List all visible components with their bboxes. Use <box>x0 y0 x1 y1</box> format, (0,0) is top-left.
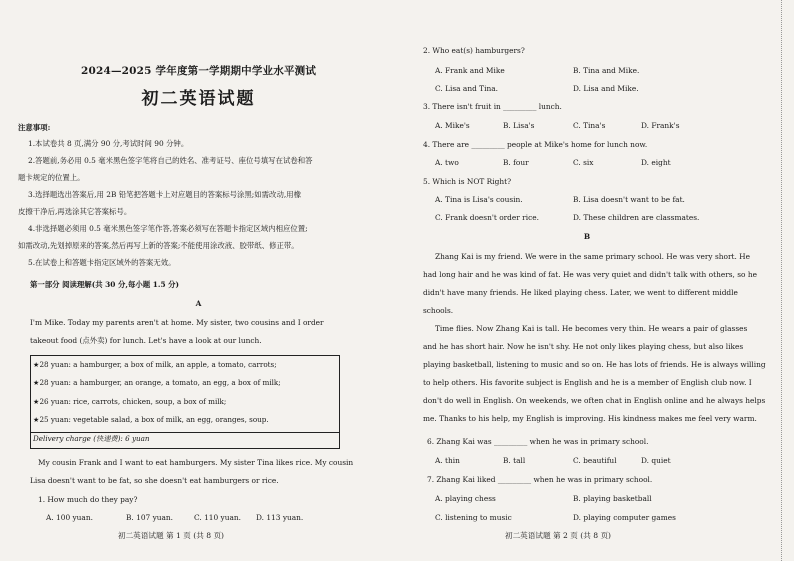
option: B. Tina and Mike. <box>573 66 640 75</box>
section-b-label: B <box>583 232 591 241</box>
notes-heading: 注意事项: <box>18 123 51 132</box>
menu-item: ★28 yuan: a hamburger, a box of milk, an apple, a tomato, carrots; <box>33 360 277 369</box>
page-footer: 初二英语试题 第 1 页 (共 8 页) <box>118 531 225 540</box>
note-line: 皮擦干净后,再选涂其它答案标号。 <box>18 207 132 216</box>
option: A. Tina is Lisa's cousin. <box>435 195 523 204</box>
option: B. Lisa doesn't want to be fat. <box>573 195 685 204</box>
option: D. quiet <box>641 456 671 465</box>
passage-line: didn't have many friends. He liked playing chess. Later, we went to different middle <box>423 288 738 297</box>
option: A. thin <box>435 456 460 465</box>
note-line: 如需改动,先划掉原来的答案,然后再写上新的答案;不能使用涂改液、胶带纸、修正带。 <box>18 241 299 250</box>
question-7: 7. Zhang Kai liked _________ when he was in primary school. <box>427 475 653 484</box>
passage-line: me. Thanks to his help, my English is improving. His kindness makes me feel very warm. <box>423 414 757 423</box>
menu-divider <box>31 432 339 433</box>
passage-line: to help others. His favorite subject is English and he is a member of English club now. I <box>423 378 752 387</box>
note-line: 1.本试卷共 8 页,满分 90 分,考试时间 90 分钟。 <box>28 139 189 148</box>
question-2: 2. Who eat(s) hamburgers? <box>423 46 525 55</box>
passage-line: don't do well in English. On weekends, we often chat in English online and he always helps <box>423 396 766 405</box>
question-3: 3. There isn't fruit in _________ lunch. <box>423 102 562 111</box>
option: D. playing computer games <box>573 513 676 522</box>
question-6: 6. Zhang Kai was _________ when he was in primary school. <box>427 437 649 446</box>
passage-line: playing basketball, listening to music and so on. He has lots of friends. He is always willing <box>423 360 766 369</box>
page-2 <box>397 0 794 561</box>
binding-edge <box>781 0 794 561</box>
option: C. beautiful <box>573 456 617 465</box>
story-line: My cousin Frank and I want to eat hamburgers. My sister Tina likes rice. My cousin <box>38 458 354 467</box>
passage-line: schools. <box>423 306 454 315</box>
option: D. eight <box>641 158 671 167</box>
option: D. Frank's <box>641 121 680 130</box>
part-heading: 第一部分 阅读理解(共 30 分,每小题 1.5 分) <box>30 280 180 289</box>
intro-line: I'm Mike. Today my parents aren't at home. My sister, two cousins and I order <box>30 318 324 327</box>
intro-line: takeout food (点外卖) for lunch. Let's have a look at our lunch. <box>30 336 262 345</box>
option: D. Lisa and Mike. <box>573 84 639 93</box>
option: C. Frank doesn't order rice. <box>435 213 539 222</box>
note-line: 2.答题前,务必用 0.5 毫米黑色签字笔将自己的姓名、准考证号、座位号填写在试卷和答 <box>28 156 313 165</box>
option: D. 113 yuan. <box>256 513 304 522</box>
option: B. playing basketball <box>573 494 652 503</box>
note-line: 4.非选择题必须用 0.5 毫米黑色签字笔作答,答案必须写在答题卡指定区域内相应位置; <box>28 224 308 233</box>
note-line: 题卡规定的位置上。 <box>18 173 85 182</box>
option: B. four <box>503 158 529 167</box>
option: C. listening to music <box>435 513 512 522</box>
lunch-menu-box <box>30 355 340 449</box>
option: C. Tina's <box>573 121 606 130</box>
note-line: 3.选择题选出答案后,用 2B 铅笔把答题卡上对应题目的答案标号涂黑;如需改动,用橡 <box>28 190 301 199</box>
menu-item: ★25 yuan: vegetable salad, a box of milk, an egg, oranges, soup. <box>33 415 269 424</box>
passage-line: Time flies. Now Zhang Kai is tall. He becomes very thin. He wears a pair of glasses <box>435 324 748 333</box>
option: D. These children are classmates. <box>573 213 700 222</box>
menu-item: ★26 yuan: rice, carrots, chicken, soup, a box of milk; <box>33 397 227 406</box>
question-5: 5. Which is NOT Right? <box>423 177 512 186</box>
menu-item: ★28 yuan: a hamburger, an orange, a tomato, an egg, a box of milk; <box>33 378 281 387</box>
option: B. tall <box>503 456 526 465</box>
option: A. 100 yuan. <box>46 513 93 522</box>
question-1: 1. How much do they pay? <box>38 495 138 504</box>
question-4: 4. There are _________ people at Mike's home for lunch now. <box>423 140 648 149</box>
exam-subject-title: 初二英语试题 <box>141 89 256 109</box>
option: B. 107 yuan. <box>126 513 174 522</box>
option: A. playing chess <box>435 494 496 503</box>
option: C. Lisa and Tina. <box>435 84 498 93</box>
section-a-label: A <box>195 299 202 308</box>
option: A. two <box>435 158 459 167</box>
story-line: Lisa doesn't want to be fat, so she doesn't eat hamburgers or rice. <box>30 476 279 485</box>
passage-line: Zhang Kai is my friend. We were in the same primary school. He was very short. He <box>435 252 750 261</box>
delivery-charge: Delivery charge (快递费): 6 yuan <box>33 434 150 443</box>
option: A. Frank and Mike <box>435 66 505 75</box>
exam-title: 2024—2025 学年度第一学期期中学业水平测试 <box>80 65 317 77</box>
option: C. six <box>573 158 594 167</box>
option: B. Lisa's <box>503 121 535 130</box>
note-line: 5.在试卷上和答题卡指定区域外的答案无效。 <box>28 258 176 267</box>
option: A. Mike's <box>435 121 470 130</box>
page-footer: 初二英语试题 第 2 页 (共 8 页) <box>505 531 612 540</box>
passage-line: and he has short hair. Now he isn't shy. He not only likes playing chess, but also likes <box>423 342 744 351</box>
option: C. 110 yuan. <box>194 513 241 522</box>
passage-line: had long hair and he was kind of fat. He was very quiet and didn't talk with others, so he <box>423 270 757 279</box>
